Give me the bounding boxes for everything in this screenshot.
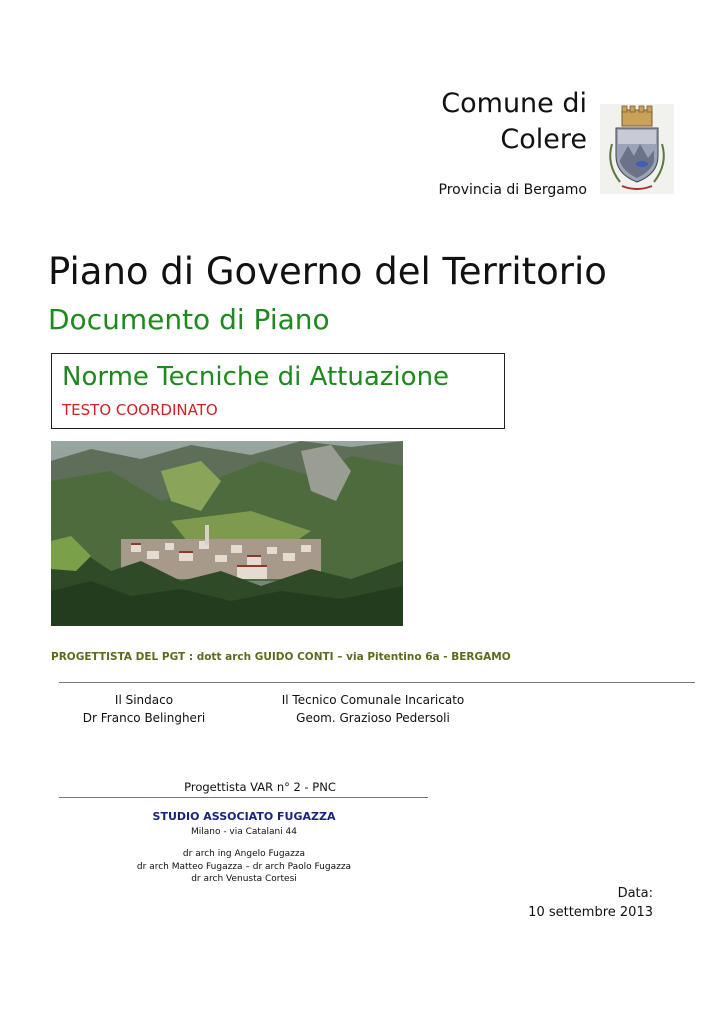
date-label: Data: (617, 886, 653, 901)
date-block (528, 884, 653, 922)
comune-name-line1: Comune di (441, 88, 587, 119)
document-title: Piano di Governo del Territorio (48, 250, 607, 293)
tecnico-role: Il Tecnico Comunale Incaricato (281, 693, 465, 707)
village-landscape-photo (51, 441, 403, 626)
norme-box (51, 353, 505, 429)
progettista-pgt: PROGETTISTA DEL PGT : dott arch GUIDO CONTI – via Pitentino 6a - BERGAMO (51, 651, 511, 663)
tecnico-name: Geom. Grazioso Pedersoli (296, 711, 450, 725)
norme-title: Norme Tecniche di Attuazione (62, 362, 450, 392)
norme-subtitle: TESTO COORDINATO (62, 401, 218, 419)
studio-name: STUDIO ASSOCIATO FUGAZZA (152, 810, 336, 823)
date-value: 10 settembre 2013 (528, 905, 653, 920)
studio-address: Milano - via Catalani 44 (190, 827, 298, 837)
architect-line: dr arch Matteo Fugazza – dr arch Paolo Fugazza (136, 861, 352, 872)
sindaco-role: Il Sindaco (114, 693, 174, 707)
architect-line: dr arch ing Angelo Fugazza (182, 849, 306, 859)
divider-line (59, 682, 695, 683)
document-subtitle: Documento di Piano (48, 303, 330, 336)
sindaco-name: Dr Franco Belingheri (82, 711, 206, 725)
divider-line (59, 797, 428, 798)
studio-architects (124, 848, 364, 886)
sindaco-block (64, 691, 224, 727)
provincia-label: Provincia di Bergamo (438, 182, 587, 198)
coat-of-arms-icon (600, 104, 674, 194)
tecnico-block (268, 691, 478, 727)
architect-line: dr arch Venusta Cortesi (191, 874, 297, 884)
comune-name-line2: Colere (500, 124, 587, 155)
var-label: Progettista VAR n° 2 - PNC (184, 780, 336, 794)
